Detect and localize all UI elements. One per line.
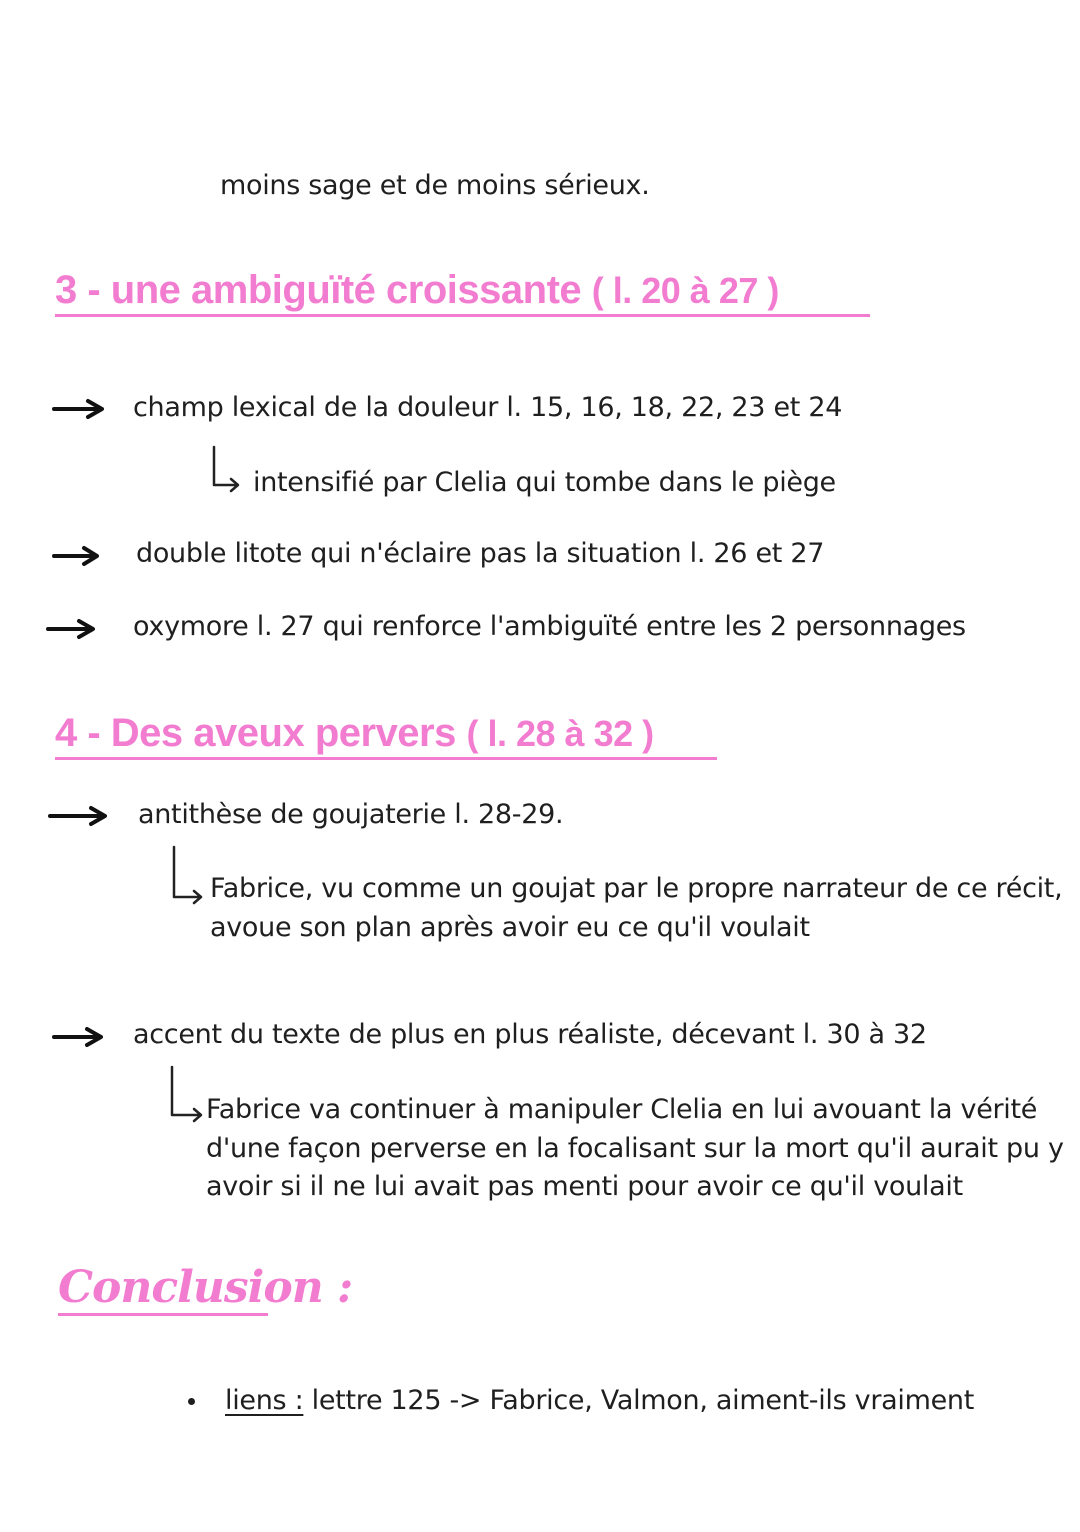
section-3-heading bbox=[55, 268, 779, 313]
s3-point-1: champ lexical de la douleur l. 15, 16, 18, 22, 23 et 24 bbox=[133, 392, 843, 423]
liens-text: lettre 125 -> Fabrice, Valmon, aiment-ils vraiment bbox=[311, 1385, 974, 1416]
s4-point-2: accent du texte de plus en plus réaliste, décevant l. 30 à 32 bbox=[133, 1019, 927, 1050]
right-arrow-icon bbox=[48, 805, 110, 827]
return-arrow-icon bbox=[168, 1065, 206, 1125]
return-arrow-icon bbox=[170, 845, 206, 907]
s4-point-1-sub-line-2: avoue son plan après avoir eu ce qu'il voulait bbox=[210, 912, 810, 943]
section-3-title: 3 - une ambiguïté croissante bbox=[55, 268, 582, 312]
section-4-heading bbox=[55, 711, 654, 756]
s4-point-2-sub-line-1: Fabrice va continuer à manipuler Clelia en lui avouant la vérité bbox=[206, 1094, 1038, 1125]
conclusion-bullet bbox=[225, 1385, 974, 1416]
s4-point-2-sub-line-3: avoir si il ne lui avait pas menti pour avoir ce qu'il voulait bbox=[206, 1171, 963, 1202]
right-arrow-icon bbox=[52, 398, 107, 420]
right-arrow-icon bbox=[52, 545, 102, 567]
right-arrow-icon bbox=[46, 618, 98, 640]
section-3-ref: ( l. 20 à 27 ) bbox=[591, 270, 779, 311]
bullet-dot bbox=[188, 1398, 195, 1405]
section-4-ref: ( l. 28 à 32 ) bbox=[466, 713, 654, 754]
s4-point-1: antithèse de goujaterie l. 28-29. bbox=[138, 799, 564, 830]
return-arrow-icon bbox=[210, 445, 242, 493]
intro-line: moins sage et de moins sérieux. bbox=[220, 170, 650, 201]
s4-point-2-sub-line-2: d'une façon perverse en la focalisant sur la mort qu'il aurait pu y bbox=[206, 1133, 1064, 1164]
conclusion-heading: Conclusion : bbox=[58, 1262, 353, 1313]
section-4-underline bbox=[55, 757, 717, 760]
section-4-title: 4 - Des aveux pervers bbox=[55, 711, 456, 755]
s3-point-1-sub: intensifié par Clelia qui tombe dans le piège bbox=[253, 467, 836, 498]
conclusion-underline bbox=[58, 1313, 268, 1316]
s3-point-3: oxymore l. 27 qui renforce l'ambiguïté entre les 2 personnages bbox=[133, 611, 966, 642]
right-arrow-icon bbox=[52, 1026, 106, 1048]
section-3-underline bbox=[55, 314, 870, 317]
s4-point-1-sub-line-1: Fabrice, vu comme un goujat par le propre narrateur de ce récit, bbox=[210, 873, 1063, 904]
s3-point-2: double litote qui n'éclaire pas la situation l. 26 et 27 bbox=[136, 538, 825, 569]
liens-label: liens : bbox=[225, 1385, 304, 1416]
